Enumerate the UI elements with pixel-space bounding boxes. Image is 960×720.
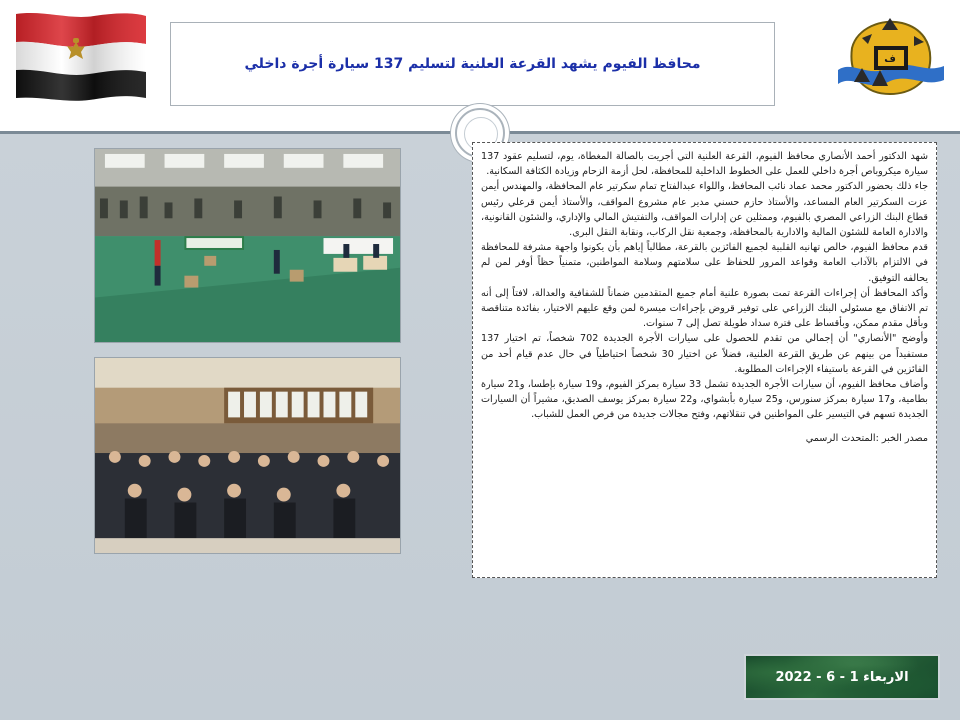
publish-date: الاربعاء 1 - 6 - 2022: [775, 669, 909, 685]
headline-box: [170, 22, 775, 106]
article-source: مصدر الخبر :المتحدث الرسمي: [805, 432, 928, 444]
article-paragraph: جاء ذلك بحضور الدكتور محمد عماد نائب المحافظ، واللواء عبدالفتاح تمام سكرتير عام المحافظة، والمهندس أيمن عزت السكرتير العام المساعد، والأستاذ حازم حسني مدير عام مشروع المواقف، والأستاذ أيمن قرعلي رئيس قطاع البنك الزراعي المصري بالفيوم، وممثلين عن إدارات المواقف، والتفتيش المالي والإداري، والشئون القانونية، والادارة العامة للشئون المالية والادارية بالمحافظة، وجمعية نقل الركاب، ونقابة النقل البرى.: [481, 181, 928, 239]
fayoum-governorate-logo: [832, 8, 948, 102]
article-paragraph: وأوضح "الأنصاري" أن إجمالي من تقدم للحصول على سيارات الأجرة الجديدة 702 شخصاً، تم اختيار 137 مستفيداً من بينهم عن طريق القرعة العلنية، فضلاً عن اختيار 30 شخصاً احتياطياً في حال عدم قيام أحد من الفائزين في القرعة باستيفاء الإجراءات المطلوبة.: [481, 333, 928, 375]
article-paragraph: وأضاف محافظ الفيوم، أن سيارات الأجرة الجديدة تشمل 33 سيارة بمركز الفيوم، و19 سيارة بإطسا، و21 سيارة بطامية، و17 سيارة بمركز سنورس، و25 سيارة بأبشواي، و22 سيارة بمركز يوسف الصديق، مشيراً أن السيارات الجديدة تسهم في التيسير على المواطنين في تنقلاتهم، وفتح مجالات جديدة من فرص العمل للشباب.: [481, 379, 928, 421]
headline: محافظ الفيوم يشهد القرعة العلنية لتسليم 137 سيارة أجرة داخلي: [244, 56, 701, 72]
article-paragraph: قدم محافظ الفيوم، خالص تهانيه القلبية لجميع الفائزين بالقرعة، مطالباً إياهم بأن يكونوا واجهة مشرفة للمحافظة في الالتزام بالآداب العامة وقواعد المرور للحفاظ على سلامتهم وسلامة المواطنين، متمنياً حظاً أوفر لمن لم يحالفه التوفيق.: [481, 242, 928, 284]
egypt-flag-icon: [14, 10, 148, 102]
article-paragraph: شهد الدكتور أحمد الأنصاري محافظ الفيوم، القرعة العلنية التي أجريت بالصالة المغطاة، يوم، لتسليم عقود 137 سيارة ميكروباص أجرة داخلي للعمل على الخطوط الداخلية للمحافظة، لحل أزمة الزحام وزيادة الكثافة السكانية.: [481, 151, 928, 178]
article-body: [472, 142, 937, 578]
lottery-hall-photo: [94, 148, 401, 343]
date-bar: [744, 654, 940, 700]
svg-text:ف: ف: [884, 54, 896, 65]
officials-photo: [94, 357, 401, 554]
article-paragraph: وأكد المحافظ أن إجراءات القرعة تمت بصورة علنية أمام جميع المتقدمين ضماناً للشفافية والعدالة، لافتاً إلى أنه تم الاتفاق مع مسئولي البنك الزراعي على توفير قروض بإجراءات ميسرة لمن وقع عليهم الاختيار، بفائدة متناقصة وبأقل مقدم ممكن، وبأقساط على فترة سداد طويلة تصل إلى 7 سنوات.: [481, 287, 928, 330]
